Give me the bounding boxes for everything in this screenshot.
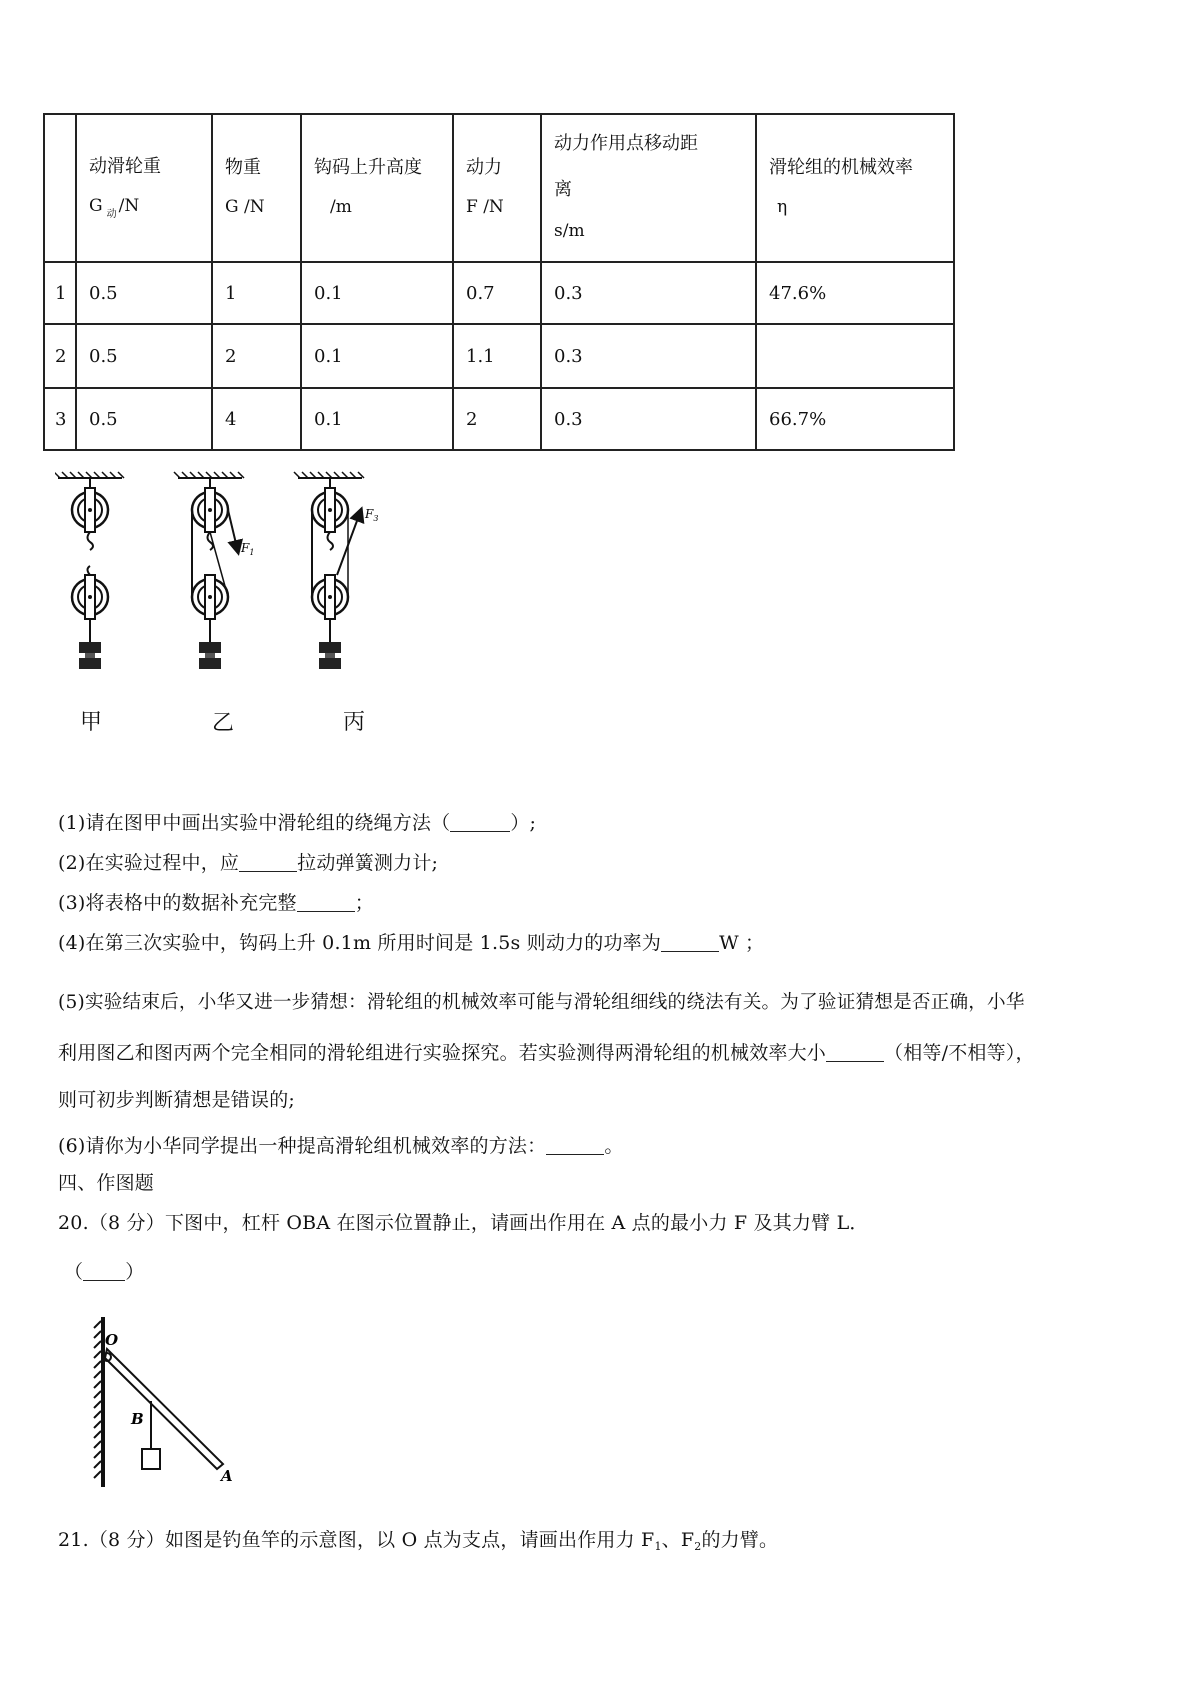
row3-efficiency: 66.7% [756,388,954,450]
row1-lift-height: 0.1 [301,262,453,324]
lever-label-a: A [221,1467,233,1485]
answer-blank-20[interactable] [83,1262,125,1281]
answer-blank-5[interactable] [826,1043,884,1062]
question-5-line-1: (5)实验结束后，小华又进一步猜想：滑轮组的机械效率可能与滑轮组细线的绕法有关。为了验证猜想是否正确，小华 [58,992,1025,1013]
row2-force: 1.1 [453,324,541,388]
header-object-weight: 物重 G /N [212,114,301,262]
table-row [44,262,954,324]
lever-figure [88,1315,248,1490]
question-4: (4)在第三次实验中，钩码上升 0.1m 所用时间是 1.5s 则动力的功率为 W ； [58,932,765,954]
question-20: 20.（8 分）下图中，杠杆 OBA 在图示位置静止，请画出作用在 A 点的最小力 F 及其力臂 L． [58,1212,869,1234]
force-label-f3: $F_3$ [365,507,379,523]
row1-force: 0.7 [453,262,541,324]
pulley-systems-figure [55,470,435,700]
lever-label-o: O [105,1331,119,1349]
question-1: (1)请在图甲中画出实验中滑轮组的绕绳方法（ ）; [58,812,537,834]
row1-efficiency: 47.6% [756,262,954,324]
question-3: (3)将表格中的数据补充完整 ； [58,892,374,914]
row1-pulley-weight: 0.5 [76,262,212,324]
row3-object-weight: 4 [212,388,301,450]
header-lift-height: 钩码上升高度 /m [301,114,453,262]
pulley-system-jia [55,472,124,669]
header-efficiency: 滑轮组的机械效率 η [756,114,954,262]
row2-pulley-weight: 0.5 [76,324,212,388]
figure-label-jia: 甲 [80,710,103,735]
row2-object-weight: 2 [212,324,301,388]
header-pulley-weight: 动滑轮重 G $_动$ /N [76,114,212,262]
row3-force: 2 [453,388,541,450]
row3-index: 3 [44,388,76,450]
table-row [44,324,954,388]
lever-label-b: B [131,1410,144,1428]
force-label-f1: $F_1$ [241,541,255,557]
answer-blank-3[interactable] [297,893,355,912]
header-force: 动力 F /N [453,114,541,262]
question-5-line-2: 利用图乙和图丙两个完全相同的滑轮组进行实验探究。若实验测得两滑轮组的机械效率大小 （相等/不相等）， [58,1042,1035,1064]
row1-index: 1 [44,262,76,324]
section-4-title: 四、作图题 [58,1172,155,1194]
header-index-cell [44,114,76,262]
answer-blank-1[interactable] [450,813,510,832]
row3-pulley-weight: 0.5 [76,388,212,450]
question-20-answer: （ ） [64,1261,145,1283]
pulley-system-yi [174,472,254,669]
header-distance: 动力作用点移动距 离 s/m [541,114,756,262]
experiment-data-table [43,113,955,451]
figure-label-yi: 乙 [212,711,235,736]
row3-distance: 0.3 [541,388,756,450]
row2-efficiency [756,324,954,388]
question-5-line-3: 则可初步判断猜想是错误的; [58,1089,296,1111]
row1-object-weight: 1 [212,262,301,324]
row2-lift-height: 0.1 [301,324,453,388]
pulley-system-bing [294,472,378,669]
table-row [44,388,954,450]
answer-blank-2[interactable] [239,853,297,872]
answer-blank-4[interactable] [661,933,719,952]
figure-label-bing: 丙 [343,710,366,735]
question-6: (6)请你为小华同学提出一种提高滑轮组机械效率的方法： 。 [58,1135,624,1157]
question-21: 21.（8 分）如图是钓鱼竿的示意图，以 O 点为支点，请画出作用力 $F_1$、$F_2$的力臂。 [58,1529,779,1553]
question-2: (2)在实验过程中，应 拉动弹簧测力计; [58,852,439,874]
row1-distance: 0.3 [541,262,756,324]
answer-blank-6[interactable] [546,1136,604,1155]
table-header-row [44,114,954,262]
row2-index: 2 [44,324,76,388]
row2-distance: 0.3 [541,324,756,388]
row3-lift-height: 0.1 [301,388,453,450]
